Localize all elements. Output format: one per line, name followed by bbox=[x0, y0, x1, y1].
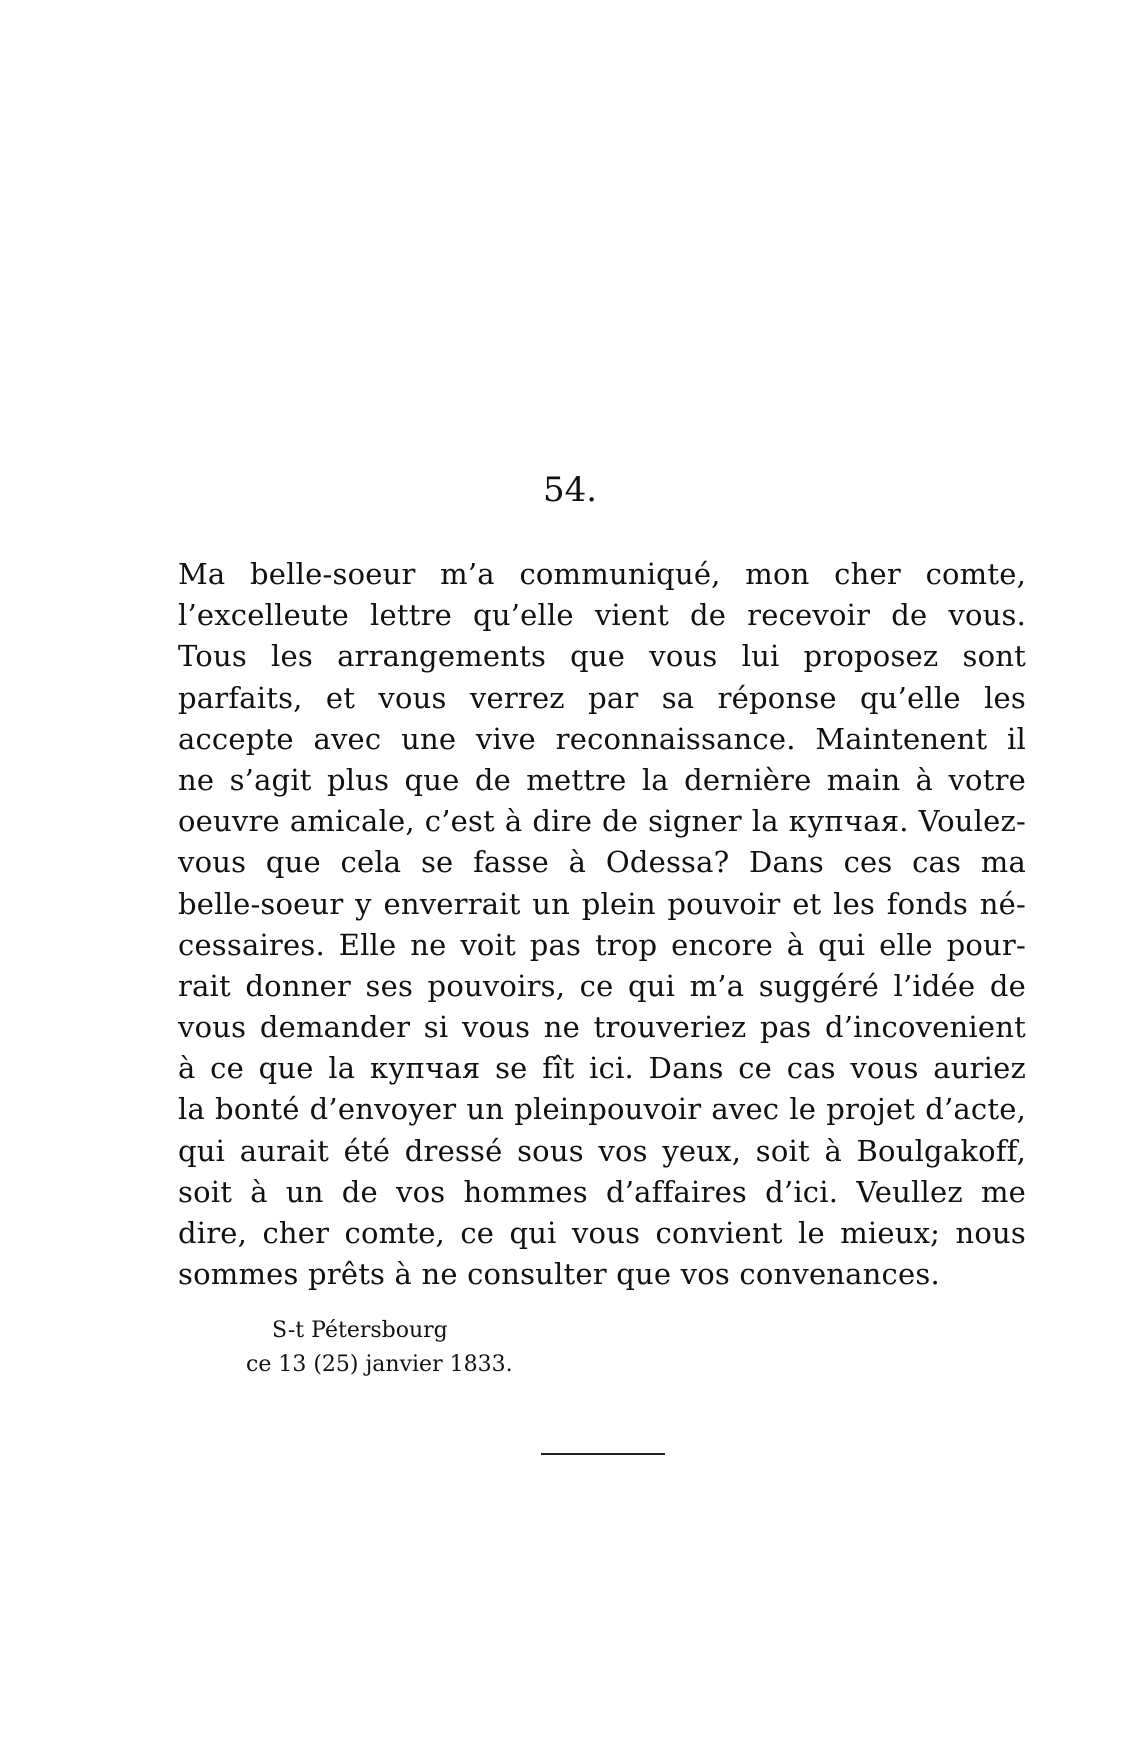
text-line: accepte avec une vive reconnaissance. Maintenent il bbox=[178, 721, 1026, 756]
text-line: rait donner ses pouvoirs, ce qui m’a suggéré l’idée de bbox=[178, 968, 1026, 1003]
text-line: ne s’agit plus que de mettre la dernière main à votre bbox=[178, 762, 1026, 797]
text-line: belle-soeur y enverrait un plein pouvoir et les fonds né- bbox=[178, 886, 1026, 921]
text-line: Ma belle-soeur m’a communiqué, mon cher comte, bbox=[178, 557, 1026, 591]
text-line: la bonté d’envoyer un pleinpouvoir avec le projet d’acte, bbox=[178, 1092, 1026, 1127]
section-divider bbox=[541, 1453, 665, 1455]
text-line: à ce que la купчая se fît ici. Dans ce cas vous auriez bbox=[178, 1051, 1026, 1086]
letter-body bbox=[178, 554, 1026, 1295]
letter-place: S-t Pétersbourg bbox=[272, 1318, 448, 1343]
text-line: soit à un de vos hommes d’affaires d’ici. Veullez me bbox=[178, 1174, 1026, 1209]
text-line: dire, cher comte, ce qui vous convient le mieux; nous bbox=[178, 1216, 1026, 1250]
text-line: l’excelleute lettre qu’elle vient de recevoir de vous. bbox=[178, 598, 1026, 633]
page-number: 54. bbox=[542, 470, 598, 510]
letter-date: ce 13 (25) janvier 1833. bbox=[246, 1352, 513, 1377]
text-line: cessaires. Elle ne voit pas trop encore à qui elle pour- bbox=[178, 927, 1026, 962]
text-line: oeuvre amicale, c’est à dire de signer la купчая. Voulez- bbox=[178, 804, 1026, 839]
text-line-last: sommes prêts à ne consulter que vos convenances. bbox=[178, 1257, 940, 1292]
text-line: parfaits, et vous verrez par sa réponse qu’elle les bbox=[178, 680, 1026, 715]
text-line: qui aurait été dressé sous vos yeux, soit à Boulgakoff, bbox=[178, 1133, 1026, 1168]
text-line: vous demander si vous ne trouveriez pas d’incovenient bbox=[178, 1010, 1026, 1045]
text-line: Tous les arrangements que vous lui proposez sont bbox=[178, 639, 1026, 674]
text-line: vous que cela se fasse à Odessa? Dans ces cas ma bbox=[178, 845, 1026, 880]
